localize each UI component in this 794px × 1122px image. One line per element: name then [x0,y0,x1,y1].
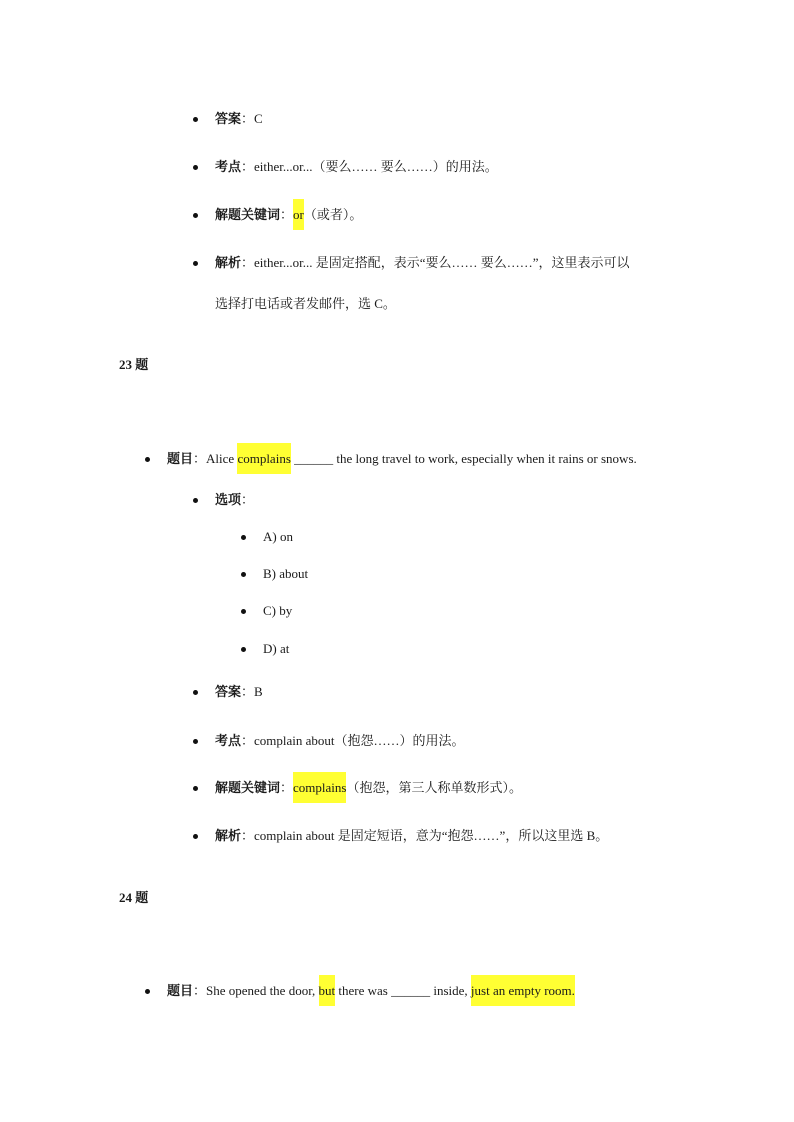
timu-line: 题目：She opened the door, but there was ______ inside, just an empty room. [167,981,575,1002]
bullet [193,498,198,503]
keyword-highlight: complains [293,772,346,803]
timu-highlight: but [319,975,336,1006]
bullet [193,739,198,744]
bullet [241,572,246,577]
options-line: 选项： [215,492,255,508]
kaodian-label: 考点 [215,160,242,175]
bullet [193,261,198,266]
timu-pre: Alice [206,451,238,466]
answer-line: 答案：C [215,111,263,127]
timu-label: 题目 [167,984,194,999]
jiexi-label: 解析 [215,829,242,844]
bullet [145,457,150,462]
bullet [193,690,198,695]
answer-label: 答案 [215,685,242,700]
option-item: C) by [263,603,293,618]
timu-line: 题目：Alice complains ______ the long travel to work, especially when it rains or snows. [167,449,637,470]
question-heading: 23 题 [119,357,149,372]
bullet [241,535,246,540]
timu-pre: She opened the door, [206,983,319,998]
kaodian-line: 考点：either...or...（要么…… 要么……）的用法。 [215,159,498,175]
answer-value: C [254,111,263,126]
jiexi-line-2: 选择打电话或者发邮件，选 C。 [215,296,396,311]
option-item: D) at [263,641,290,656]
jiexi-text: complain about 是固定短语，意为“抱怨……”，所以这里选 B。 [254,828,609,843]
bullet [193,165,198,170]
kaodian-label: 考点 [215,734,242,749]
options-label: 选项 [215,493,242,508]
option-item: B) about [263,566,309,581]
option-item: A) on [263,529,293,544]
timu-highlight: just an empty room. [471,975,575,1006]
bullet [193,213,198,218]
keyword-rest: （抱怨，第三人称单数形式）。 [346,780,522,795]
timu-mid: there was ______ inside, [335,983,471,998]
bullet [241,609,246,614]
bullet [145,989,150,994]
kaodian-text: either...or...（要么…… 要么……）的用法。 [254,159,498,174]
bullet [193,834,198,839]
kaodian-text: complain about（抱怨……）的用法。 [254,733,465,748]
answer-line: 答案：B [215,684,263,700]
jiexi-label: 解析 [215,256,242,271]
keyword-label: 解题关键词 [215,208,281,223]
bullet [241,647,246,652]
keyword-label: 解题关键词 [215,781,281,796]
bullet [193,786,198,791]
keyword-rest: （或者）。 [303,207,363,222]
jiexi-line: 解析：complain about 是固定短语，意为“抱怨……”，所以这里选 B。 [215,828,609,844]
answer-label: 答案 [215,112,242,127]
kaodian-line: 考点：complain about（抱怨……）的用法。 [215,733,465,749]
jiexi-line: 解析：either...or... 是固定搭配，表示“要么…… 要么……”，这里表示可以 [215,255,630,271]
keyword-line: 解题关键词：complains（抱怨，第三人称单数形式）。 [215,778,522,799]
jiexi-text: either...or... 是固定搭配，表示“要么…… 要么……”，这里表示可以 [254,255,630,270]
keyword-highlight: or [293,199,304,230]
timu-post: ______ the long travel to work, especially when it rains or snows. [290,451,637,466]
timu-highlight: complains [237,443,290,474]
bullet [193,117,198,122]
question-heading: 24 题 [119,890,149,905]
answer-value: B [254,684,263,699]
keyword-line: 解题关键词：or（或者）。 [215,205,362,226]
timu-label: 题目 [167,452,194,467]
